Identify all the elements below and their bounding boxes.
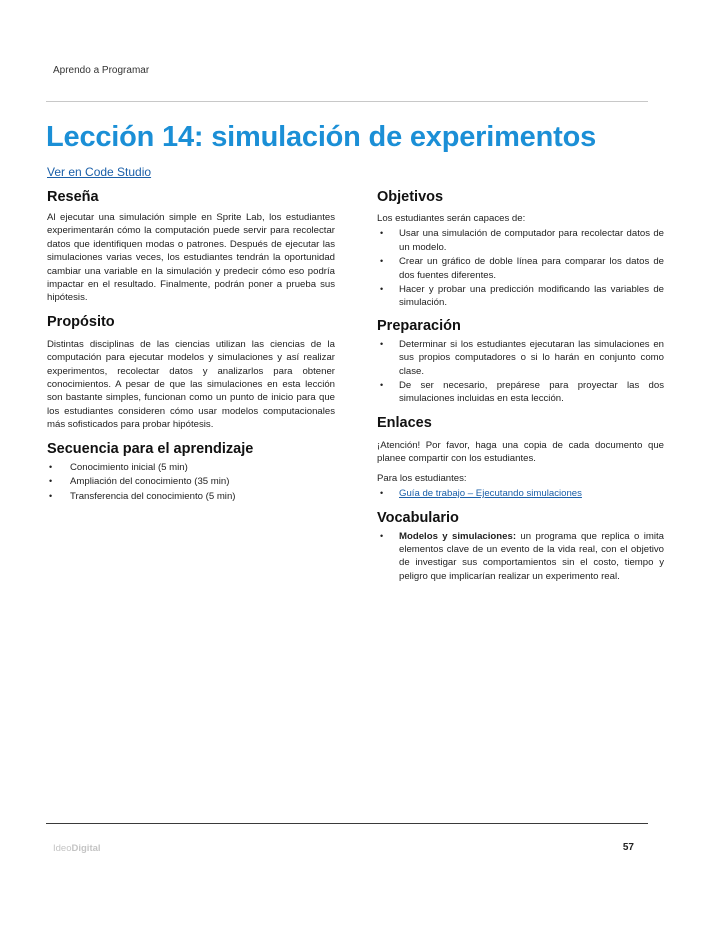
- footer-brand: [53, 843, 101, 854]
- header-divider: [46, 101, 648, 102]
- vocabulary-item: [377, 530, 664, 584]
- section-heading-proposito: Propósito: [47, 313, 115, 330]
- section-preparacion: [377, 316, 664, 406]
- list-item-text: Usar una simulación de computador para recolectar datos de un modelo.: [399, 228, 664, 253]
- list-item-text: Crear un gráfico de doble línea para comparar los datos de dos fuentes diferentes.: [399, 256, 664, 281]
- list-item: [377, 283, 664, 310]
- section-heading-vocabulario: Vocabulario: [377, 509, 459, 526]
- list-item: [377, 338, 664, 378]
- bullet-icon: •: [49, 490, 53, 501]
- section-enlaces: [377, 413, 664, 501]
- bullet-icon: •: [380, 338, 384, 349]
- list-item: [377, 379, 664, 406]
- bullet-icon: •: [380, 256, 384, 267]
- secuencia-list: [47, 461, 335, 503]
- bullet-icon: •: [380, 488, 384, 499]
- page-title: Lección 14: simulación de experimentos: [46, 121, 597, 153]
- vocabulary-term: Modelos y simulaciones:: [399, 530, 517, 542]
- resena-text: Al ejecutar una simulación simple en Sprite Lab, los estudiantes experimentarán cómo la computación puede servir para recolectar datos que identifiquen modas o patrones. Después de ejecutar las simulaciones varias veces, los estudiantes tendrán la oportunidad cambiar una variable en la simulación y predecir cómo eso podría impactar en el resultado. Finalmente, podrán poner a prueba sus hipótesis.: [47, 212, 335, 304]
- list-item: [377, 487, 664, 500]
- bullet-icon: •: [49, 476, 53, 487]
- page-number: 57: [622, 842, 634, 853]
- left-column: [47, 187, 335, 509]
- list-item-text: Transferencia del conocimiento (5 min): [70, 490, 236, 502]
- preparacion-list: [377, 338, 664, 406]
- right-column: [377, 187, 664, 589]
- bullet-icon: •: [380, 284, 384, 295]
- bullet-icon: •: [380, 380, 384, 391]
- section-heading-resena: Reseña: [47, 189, 99, 205]
- for-students-label: Para los estudiantes:: [377, 472, 467, 484]
- section-heading-secuencia: Secuencia para el aprendizaje: [47, 440, 254, 457]
- section-secuencia: [47, 439, 335, 503]
- section-objetivos: [377, 187, 664, 310]
- list-item-text: Hacer y probar una predicción modificando las variables de simulación.: [399, 284, 664, 309]
- list-item: [377, 255, 664, 282]
- section-heading-enlaces: Enlaces: [377, 414, 432, 431]
- section-resena: [47, 187, 335, 305]
- brand-light: Ideo: [53, 843, 72, 854]
- section-heading-objetivos: Objetivos: [377, 189, 444, 205]
- bullet-icon: •: [380, 228, 384, 239]
- section-heading-preparacion: Preparación: [377, 317, 461, 334]
- list-item-text: Ampliación del conocimiento (35 min): [70, 476, 230, 488]
- enlaces-list: [377, 487, 664, 500]
- vocabulary-definition: un programa que replica o imita elementos clave de un evento de la vida real, con el objetivo de investigar sus comportamientos sin el costo, tiempo y peligro que implicarían realizar un experimento real.: [399, 530, 664, 582]
- code-studio-link[interactable]: Ver en Code Studio: [47, 165, 152, 179]
- proposito-text: Distintas disciplinas de las ciencias utilizan las ciencias de la computación para ejecutar modelos y simulaciones y así realizar experimentos, recolectar datos y analizarlos para obtener conocimientos. A pesar de que las simulaciones en esta lección son bastante simples, funcionan como un punto de inicio para que los estudiantes consideren cómo usar modelos computacionales más sofisticados para probar hipótesis.: [47, 338, 335, 431]
- worksheet-link[interactable]: Guía de trabajo – Ejecutando simulaciones: [399, 488, 582, 500]
- list-item-text: Determinar si los estudiantes ejecutaran las simulaciones en sus propios computadores o si lo harán en conjunto como clase.: [399, 338, 664, 377]
- enlaces-notice: ¡Atención! Por favor, haga una copia de cada documento que planee compartir con los estudiantes.: [377, 439, 664, 465]
- list-item: [47, 461, 335, 474]
- section-proposito: [47, 312, 335, 432]
- bullet-icon: •: [49, 461, 53, 472]
- objetivos-intro: Los estudiantes serán capaces de:: [377, 213, 526, 224]
- footer-divider: [46, 823, 648, 824]
- section-vocabulario: [377, 508, 664, 584]
- list-item: [47, 475, 335, 488]
- running-header: Aprendo a Programar: [53, 65, 150, 76]
- bullet-icon: •: [380, 530, 384, 541]
- objetivos-list: [377, 227, 664, 309]
- list-item-text: Conocimiento inicial (5 min): [70, 461, 188, 473]
- vocabulario-list: [377, 530, 664, 584]
- list-item: [377, 227, 664, 254]
- brand-bold: Digital: [71, 843, 101, 854]
- list-item: [47, 490, 335, 503]
- list-item-text: De ser necesario, prepárese para proyectar las dos simulaciones incluidas en esta lección.: [399, 380, 664, 405]
